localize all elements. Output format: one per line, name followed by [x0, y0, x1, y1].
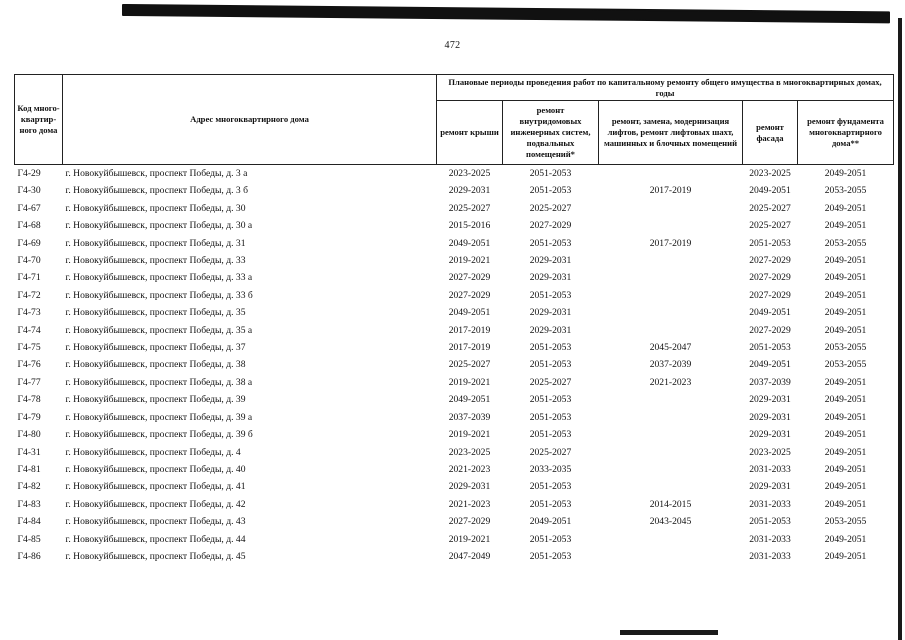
cell-facade: 2049-2051: [749, 185, 791, 197]
cell-code: Г4-78: [17, 394, 41, 406]
cell-engineering: 2029-2031: [529, 324, 572, 336]
table-body: [15, 165, 894, 566]
header-code: Код много-квартир-ного дома: [15, 75, 63, 165]
cell-engineering: 2051-2053: [529, 411, 572, 423]
scan-edge-right: [898, 18, 902, 640]
cell-address: г. Новокуйбышевск, проспект Победы, д. 44: [65, 533, 246, 545]
header-address: Адрес многоквартирного дома: [63, 75, 437, 165]
cell-foundation: 2049-2051: [824, 324, 867, 336]
cell-foundation: 2049-2051: [824, 463, 867, 475]
cell-roof: 2027-2029: [448, 516, 491, 528]
table-row: [15, 287, 894, 304]
cell-address: г. Новокуйбышевск, проспект Победы, д. 35 а: [65, 324, 253, 336]
cell-foundation: 2049-2051: [824, 411, 867, 423]
cell-foundation: 2049-2051: [824, 376, 867, 388]
cell-elevators: 2021-2023: [649, 376, 692, 388]
table-row: [15, 496, 894, 513]
cell-roof: 2019-2021: [448, 429, 491, 441]
cell-foundation: 2053-2055: [824, 185, 867, 197]
cell-facade: 2049-2051: [749, 307, 791, 319]
cell-facade: 2029-2031: [749, 481, 791, 493]
cell-elevators: 2043-2045: [649, 516, 692, 528]
cell-foundation: 2049-2051: [798, 165, 894, 183]
cell-elevators: [599, 304, 743, 321]
cell-engineering: 2051-2053: [529, 498, 572, 510]
cell-engineering: 2051-2053: [503, 165, 599, 183]
cell-code: Г4-84: [17, 516, 41, 528]
cell-engineering: 2051-2053: [529, 394, 572, 406]
cell-engineering: 2051-2053: [529, 533, 572, 545]
cell-engineering: 2051-2053: [529, 237, 572, 249]
table-row: [15, 548, 894, 565]
header-roof: ремонт крыши: [437, 101, 503, 165]
table-row: [15, 339, 894, 356]
cell-facade: 2029-2031: [749, 411, 791, 423]
cell-address: г. Новокуйбышевск, проспект Победы, д. 30 а: [65, 220, 253, 232]
cell-engineering: 2051-2053: [529, 289, 572, 301]
cell-facade: 2023-2025: [749, 446, 791, 458]
cell-foundation: 2049-2051: [824, 307, 867, 319]
cell-roof: 2025-2027: [448, 202, 491, 214]
cell-code: Г4-70: [17, 255, 41, 267]
cell-code: Г4-30: [17, 185, 41, 197]
cell-roof: 2017-2019: [448, 342, 491, 354]
header-elevators: ремонт, замена, модернизация лифтов, ремонт лифтовых шахт, машинных и блочных помещений: [599, 101, 743, 165]
cell-code: Г4-31: [17, 446, 41, 458]
cell-elevators: [599, 426, 743, 443]
cell-engineering: 2029-2031: [529, 307, 572, 319]
table-row: [15, 217, 894, 234]
cell-foundation: 2049-2051: [824, 498, 867, 510]
cell-roof: 2019-2021: [448, 255, 491, 267]
header-engineering: ремонт внутридомовых инженерных систем, подвальных помещений*: [503, 101, 599, 165]
cell-address: г. Новокуйбышевск, проспект Победы, д. 38: [65, 359, 246, 371]
cell-facade: 2027-2029: [749, 324, 791, 336]
cell-roof: 2021-2023: [448, 498, 491, 510]
cell-elevators: [599, 461, 743, 478]
cell-code: Г4-72: [17, 289, 41, 301]
cell-foundation: 2049-2051: [824, 202, 867, 214]
cell-engineering: 2051-2053: [529, 429, 572, 441]
table-row: [15, 513, 894, 530]
cell-facade: 2051-2053: [749, 342, 791, 354]
cell-elevators: [599, 478, 743, 495]
header-facade: ремонт фасада: [743, 101, 798, 165]
cell-address: г. Новокуйбышевск, проспект Победы, д. 3 а: [63, 165, 437, 183]
cell-roof: 2023-2025: [437, 165, 503, 183]
cell-engineering: 2051-2053: [529, 185, 572, 197]
cell-elevators: [599, 269, 743, 286]
header-foundation: ремонт фундамента многоквартирного дома**: [798, 101, 894, 165]
cell-address: г. Новокуйбышевск, проспект Победы, д. 40: [65, 463, 246, 475]
cell-facade: 2031-2033: [749, 463, 791, 475]
cell-foundation: 2049-2051: [824, 533, 867, 545]
cell-address: г. Новокуйбышевск, проспект Победы, д. 39 а: [65, 411, 253, 423]
cell-code: Г4-69: [17, 237, 41, 249]
cell-code: Г4-75: [17, 342, 41, 354]
cell-address: г. Новокуйбышевск, проспект Победы, д. 31: [65, 237, 246, 249]
cell-foundation: 2049-2051: [824, 220, 867, 232]
table-row: [15, 252, 894, 269]
cell-code: Г4-73: [17, 307, 41, 319]
cell-roof: 2029-2031: [448, 185, 491, 197]
cell-engineering: 2027-2029: [529, 220, 572, 232]
cell-address: г. Новокуйбышевск, проспект Победы, д. 43: [65, 516, 246, 528]
cell-code: Г4-81: [17, 463, 41, 475]
cell-address: г. Новокуйбышевск, проспект Победы, д. 33 а: [65, 272, 253, 284]
cell-engineering: 2051-2053: [529, 342, 572, 354]
cell-elevators: 2017-2019: [649, 237, 692, 249]
cell-roof: 2015-2016: [448, 220, 491, 232]
cell-address: г. Новокуйбышевск, проспект Победы, д. 42: [65, 498, 246, 510]
table-row: [15, 391, 894, 408]
cell-roof: 2047-2049: [448, 550, 491, 562]
cell-foundation: 2049-2051: [824, 394, 867, 406]
cell-facade: 2027-2029: [749, 272, 791, 284]
cell-engineering: 2051-2053: [529, 481, 572, 493]
cell-facade: 2037-2039: [749, 376, 791, 388]
cell-elevators: [599, 391, 743, 408]
table-row: [15, 165, 894, 183]
cell-address: г. Новокуйбышевск, проспект Победы, д. 39 б: [65, 429, 253, 441]
cell-facade: 2029-2031: [749, 394, 791, 406]
table-row: [15, 478, 894, 495]
cell-facade: 2027-2029: [749, 255, 791, 267]
cell-elevators: [599, 548, 743, 565]
table-row: [15, 269, 894, 286]
cell-address: г. Новокуйбышевск, проспект Победы, д. 4: [65, 446, 241, 458]
cell-foundation: 2049-2051: [824, 429, 867, 441]
cell-address: г. Новокуйбышевск, проспект Победы, д. 39: [65, 394, 246, 406]
cell-code: Г4-79: [17, 411, 41, 423]
cell-facade: 2049-2051: [749, 359, 791, 371]
table-row: [15, 374, 894, 391]
cell-foundation: 2053-2055: [824, 516, 867, 528]
cell-address: г. Новокуйбышевск, проспект Победы, д. 37: [65, 342, 246, 354]
cell-address: г. Новокуйбышевск, проспект Победы, д. 35: [65, 307, 246, 319]
cell-code: Г4-85: [17, 533, 41, 545]
scan-edge-bottom: [620, 630, 718, 635]
cell-elevators: [599, 252, 743, 269]
cell-address: г. Новокуйбышевск, проспект Победы, д. 41: [65, 481, 246, 493]
cell-code: Г4-68: [17, 220, 41, 232]
cell-code: Г4-29: [15, 165, 63, 183]
cell-facade: 2025-2027: [749, 220, 791, 232]
cell-address: г. Новокуйбышевск, проспект Победы, д. 33: [65, 255, 246, 267]
cell-roof: 2049-2051: [448, 394, 491, 406]
cell-elevators: 2045-2047: [649, 342, 692, 354]
cell-facade: 2029-2031: [749, 429, 791, 441]
cell-roof: 2027-2029: [448, 272, 491, 284]
cell-roof: 2027-2029: [448, 289, 491, 301]
cell-roof: 2049-2051: [448, 307, 491, 319]
cell-code: Г4-86: [17, 550, 41, 562]
cell-roof: 2019-2021: [448, 533, 491, 545]
cell-foundation: 2049-2051: [824, 550, 867, 562]
cell-address: г. Новокуйбышевск, проспект Победы, д. 38 а: [65, 376, 253, 388]
cell-elevators: [599, 322, 743, 339]
table-row: [15, 235, 894, 252]
cell-code: Г4-67: [17, 202, 41, 214]
table-row: [15, 322, 894, 339]
cell-roof: 2023-2025: [448, 446, 491, 458]
cell-roof: 2017-2019: [448, 324, 491, 336]
cell-facade: 2031-2033: [749, 498, 791, 510]
cell-address: г. Новокуйбышевск, проспект Победы, д. 33 б: [65, 289, 253, 301]
cell-elevators: [599, 287, 743, 304]
cell-foundation: 2053-2055: [824, 342, 867, 354]
cell-elevators: [599, 531, 743, 548]
cell-code: Г4-82: [17, 481, 41, 493]
cell-roof: 2029-2031: [448, 481, 491, 493]
scan-edge-top: [122, 4, 890, 23]
table-row: [15, 461, 894, 478]
cell-code: Г4-80: [17, 429, 41, 441]
cell-engineering: 2029-2031: [529, 255, 572, 267]
repair-schedule-table: [14, 74, 894, 565]
cell-code: Г4-83: [17, 498, 41, 510]
cell-elevators: [599, 165, 743, 183]
table-row: [15, 200, 894, 217]
page-number: 472: [444, 40, 461, 51]
cell-facade: 2027-2029: [749, 289, 791, 301]
cell-engineering: 2051-2053: [529, 359, 572, 371]
cell-address: г. Новокуйбышевск, проспект Победы, д. 3 б: [65, 185, 248, 197]
cell-roof: 2025-2027: [448, 359, 491, 371]
cell-elevators: 2014-2015: [649, 498, 692, 510]
cell-roof: 2019-2021: [448, 376, 491, 388]
header-periods: Плановые периоды проведения работ по капитальному ремонту общего имущества в многоквартирных домах, годы: [437, 75, 894, 101]
cell-elevators: 2017-2019: [649, 185, 692, 197]
cell-facade: 2023-2025: [743, 165, 798, 183]
cell-engineering: 2025-2027: [529, 376, 572, 388]
cell-elevators: 2037-2039: [649, 359, 692, 371]
cell-code: Г4-71: [17, 272, 41, 284]
cell-foundation: 2053-2055: [824, 237, 867, 249]
cell-roof: 2049-2051: [448, 237, 491, 249]
table-row: [15, 531, 894, 548]
cell-facade: 2051-2053: [749, 237, 791, 249]
table-row: [15, 304, 894, 321]
table-row: [15, 356, 894, 373]
cell-roof: 2021-2023: [448, 463, 491, 475]
table-row: [15, 444, 894, 461]
cell-address: г. Новокуйбышевск, проспект Победы, д. 30: [65, 202, 246, 214]
cell-facade: 2031-2033: [749, 550, 791, 562]
cell-facade: 2051-2053: [749, 516, 791, 528]
cell-foundation: 2049-2051: [824, 255, 867, 267]
cell-facade: 2025-2027: [749, 202, 791, 214]
cell-roof: 2037-2039: [448, 411, 491, 423]
cell-elevators: [599, 409, 743, 426]
cell-elevators: [599, 217, 743, 234]
cell-elevators: [599, 444, 743, 461]
cell-engineering: 2033-2035: [529, 463, 572, 475]
table-row: [15, 409, 894, 426]
cell-code: Г4-74: [17, 324, 41, 336]
cell-address: г. Новокуйбышевск, проспект Победы, д. 45: [65, 550, 246, 562]
cell-engineering: 2049-2051: [529, 516, 572, 528]
cell-engineering: 2051-2053: [529, 550, 572, 562]
cell-foundation: 2049-2051: [824, 289, 867, 301]
cell-engineering: 2025-2027: [529, 202, 572, 214]
cell-facade: 2031-2033: [749, 533, 791, 545]
cell-foundation: 2049-2051: [824, 446, 867, 458]
table-row: [15, 426, 894, 443]
table-row: [15, 182, 894, 199]
cell-code: Г4-77: [17, 376, 41, 388]
cell-elevators: [599, 200, 743, 217]
cell-code: Г4-76: [17, 359, 41, 371]
cell-foundation: 2049-2051: [824, 272, 867, 284]
cell-engineering: 2029-2031: [529, 272, 572, 284]
cell-foundation: 2049-2051: [824, 481, 867, 493]
cell-engineering: 2025-2027: [529, 446, 572, 458]
cell-foundation: 2053-2055: [824, 359, 867, 371]
